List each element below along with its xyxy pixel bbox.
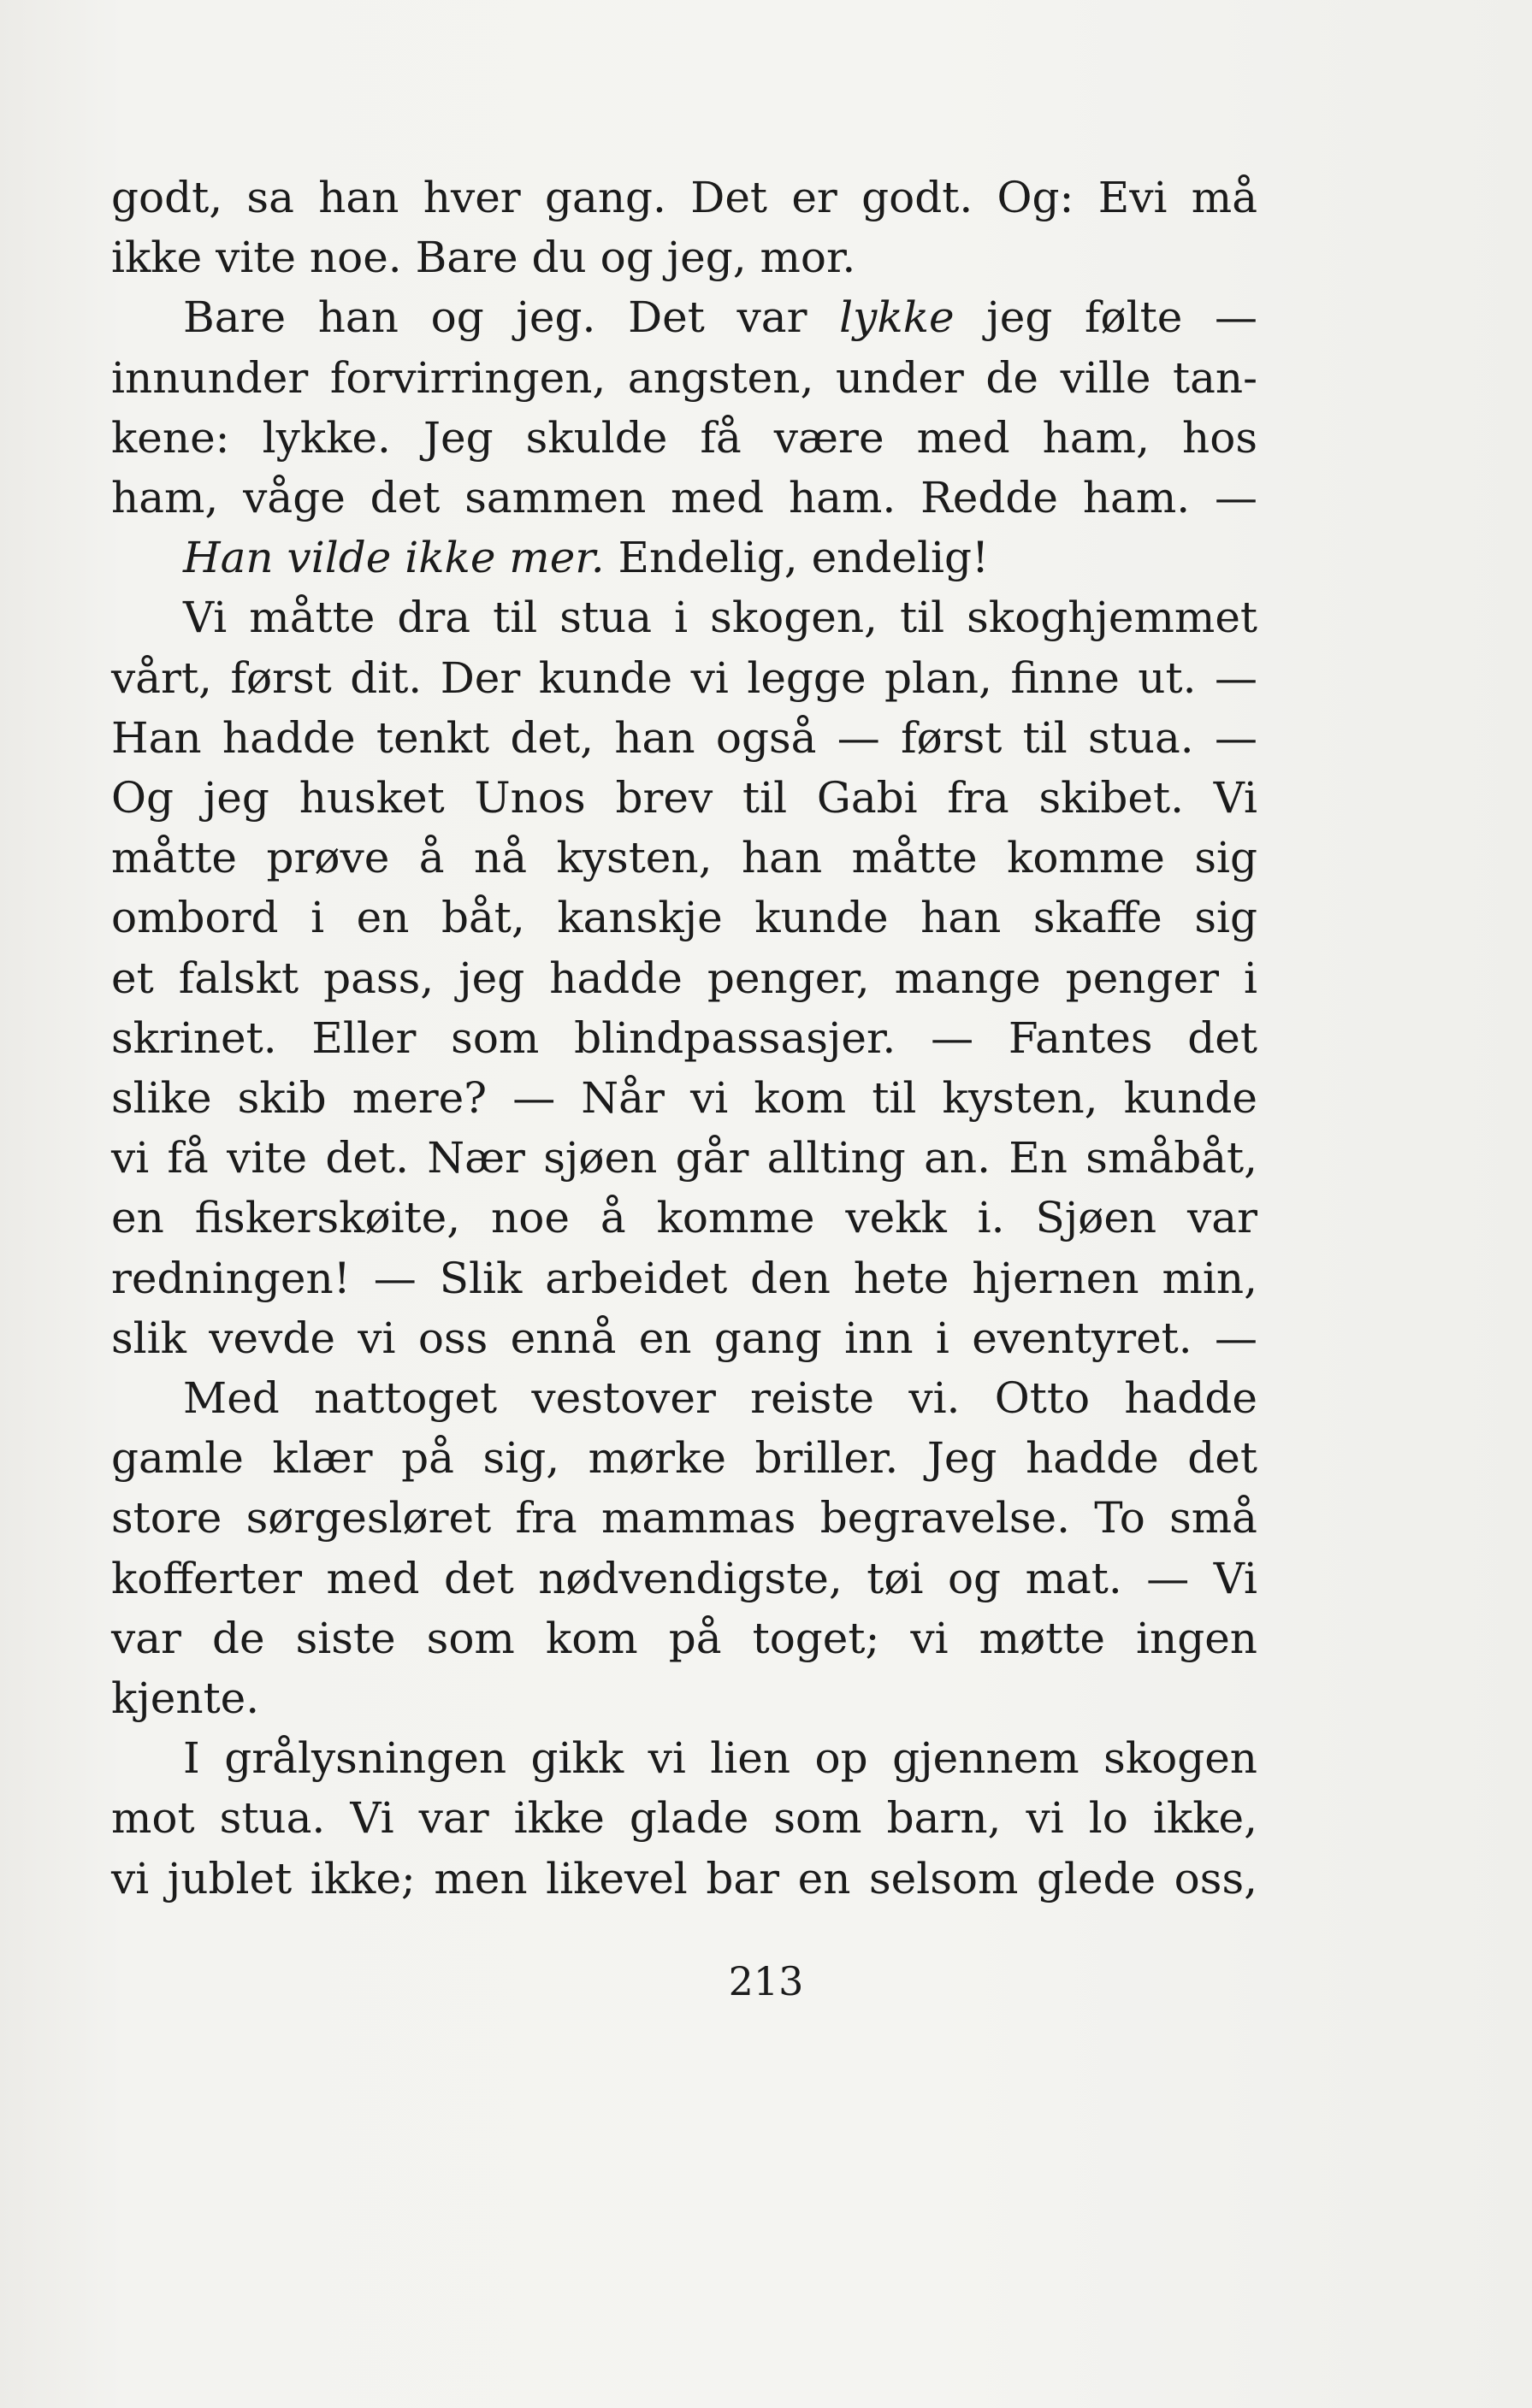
body-text	[111, 168, 1257, 1909]
paragraph-6-line-3: vi jublet ikke; men likevel bar en selsom glede oss,	[111, 1853, 1257, 1903]
paragraph-4-line-10: vi få vite det. Nær sjøen går allting an. En småbåt,	[111, 1133, 1257, 1183]
paragraph-2-text-after: jeg følte —	[954, 292, 1258, 343]
paragraph-3-line-1	[111, 528, 1257, 587]
paragraph-2-line-4: ham, våge det sammen med ham. Redde ham. —	[111, 473, 1257, 523]
paragraph-5-line-6: kjente.	[111, 1673, 260, 1724]
paragraph-4-line-6: ombord i en båt, kanskje kunde han skaffe sig	[111, 893, 1257, 943]
paragraph-6-line-1: I grålysningen gikk vi lien op gjennem skogen	[183, 1733, 1257, 1784]
page-number: 213	[728, 1958, 804, 2004]
paragraph-5-line-4: kofferter med det nødvendigste, tøi og mat. — Vi	[111, 1553, 1257, 1603]
paragraph-5-line-3: store sørgesløret fra mammas begravelse. To små	[111, 1493, 1257, 1543]
paragraph-6-line-2: mot stua. Vi var ikke glade som barn, vi lo ikke,	[111, 1793, 1257, 1844]
paragraph-2-line-2: innunder forvirringen, angsten, under de ville tan-	[111, 352, 1257, 403]
paragraph-5-line-5: var de siste som kom på toget; vi møtte ingen	[111, 1613, 1257, 1663]
paragraph-2-line-3: kene: lykke. Jeg skulde få være med ham, hos	[111, 412, 1257, 463]
paragraph-3-italic: Han vilde ikke mer.	[183, 533, 605, 583]
paragraph-2-text-before: Bare han og jeg. Det var	[183, 292, 840, 343]
paragraph-2-line-1	[111, 287, 1257, 347]
paragraph-4-line-1: Vi måtte dra til stua i skogen, til skoghjemmet	[183, 593, 1257, 643]
paragraph-4-line-9: slike skib mere? — Når vi kom til kysten, kunde	[111, 1073, 1257, 1124]
paragraph-4-line-13: slik vevde vi oss ennå en gang inn i eventyret. —	[111, 1313, 1257, 1363]
paragraph-4-line-4: Og jeg husket Unos brev til Gabi fra skibet. Vi	[111, 773, 1257, 823]
paragraph-4-line-11: en fiskerskøite, noe å komme vekk i. Sjøen var	[111, 1193, 1257, 1243]
paragraph-2-italic: lykke	[839, 292, 955, 343]
paragraph-4-line-12: redningen! — Slik arbeidet den hete hjernen min,	[111, 1253, 1257, 1303]
paragraph-4-line-8: skrinet. Eller som blindpassasjer. — Fantes det	[111, 1012, 1257, 1063]
paragraph-5-line-2: gamle klær på sig, mørke briller. Jeg hadde det	[111, 1433, 1257, 1484]
paragraph-4-line-7: et falskt pass, jeg hadde penger, mange penger i	[111, 953, 1257, 1003]
paragraph-1-line-1: godt, sa han hver gang. Det er godt. Og: Evi må	[111, 173, 1257, 222]
paragraph-5-line-1: Med nattoget vestover reiste vi. Otto hadde	[183, 1373, 1257, 1424]
paragraph-4-line-3: Han hadde tenkt det, han også — først til stua. —	[111, 712, 1257, 763]
paragraph-1-line-2: ikke vite noe. Bare du og jeg, mor.	[111, 233, 856, 283]
paragraph-4-line-2: vårt, først dit. Der kunde vi legge plan, finne ut. —	[111, 652, 1257, 703]
paragraph-4-line-5: måtte prøve å nå kysten, han måtte komme sig	[111, 833, 1257, 883]
paragraph-3-text-after: Endelig, endelig!	[604, 533, 990, 583]
